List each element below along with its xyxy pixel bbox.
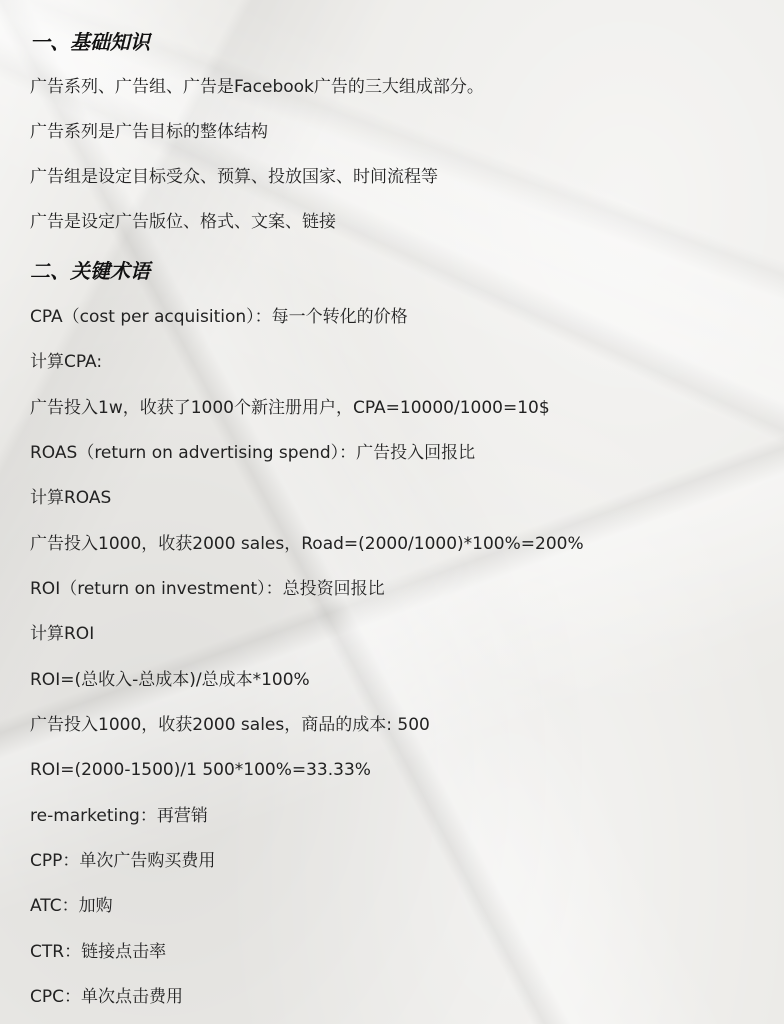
text-line: ROI=(总收入-总成本)/总成本*100% xyxy=(30,670,310,690)
text-line: CTR：链接点击率 xyxy=(30,942,167,962)
text-line: 广告投入1000，收获2000 sales，商品的成本: 500 xyxy=(30,715,430,735)
text-line: 广告系列是广告目标的整体结构 xyxy=(30,122,268,142)
text-line: ROAS（return on advertising spend）：广告投入回报比 xyxy=(30,443,476,463)
text-line: CPC：单次点击费用 xyxy=(30,987,183,1007)
text-line: 计算CPA: xyxy=(30,352,103,372)
text-line: re-marketing：再营销 xyxy=(30,806,208,826)
text-line: 广告投入1w，收获了1000个新注册用户，CPA=10000/1000=10$ xyxy=(30,398,550,418)
text-line: 计算ROAS xyxy=(30,488,112,508)
text-line: ROI（return on investment）：总投资回报比 xyxy=(30,579,385,599)
text-line: 计算ROI xyxy=(30,624,95,644)
text-line: 广告是设定广告版位、格式、文案、链接 xyxy=(30,212,336,232)
text-line: 广告组是设定目标受众、预算、投放国家、时间流程等 xyxy=(30,167,438,187)
text-line: 广告投入1000，收获2000 sales，Road=(2000/1000)*100%=200% xyxy=(30,534,584,554)
text-line: ATC：加购 xyxy=(30,896,113,916)
section-heading-key-terms: 二、关键术语 xyxy=(30,259,150,283)
section-heading-basics: 一、基础知识 xyxy=(30,30,150,54)
text-line: CPP：单次广告购买费用 xyxy=(30,851,216,871)
text-line: ROI=(2000-1500)/1 500*100%=33.33% xyxy=(30,760,371,780)
text-line: CPA（cost per acquisition）：每一个转化的价格 xyxy=(30,307,408,327)
text-line: 广告系列、广告组、广告是Facebook广告的三大组成部分。 xyxy=(30,77,484,97)
